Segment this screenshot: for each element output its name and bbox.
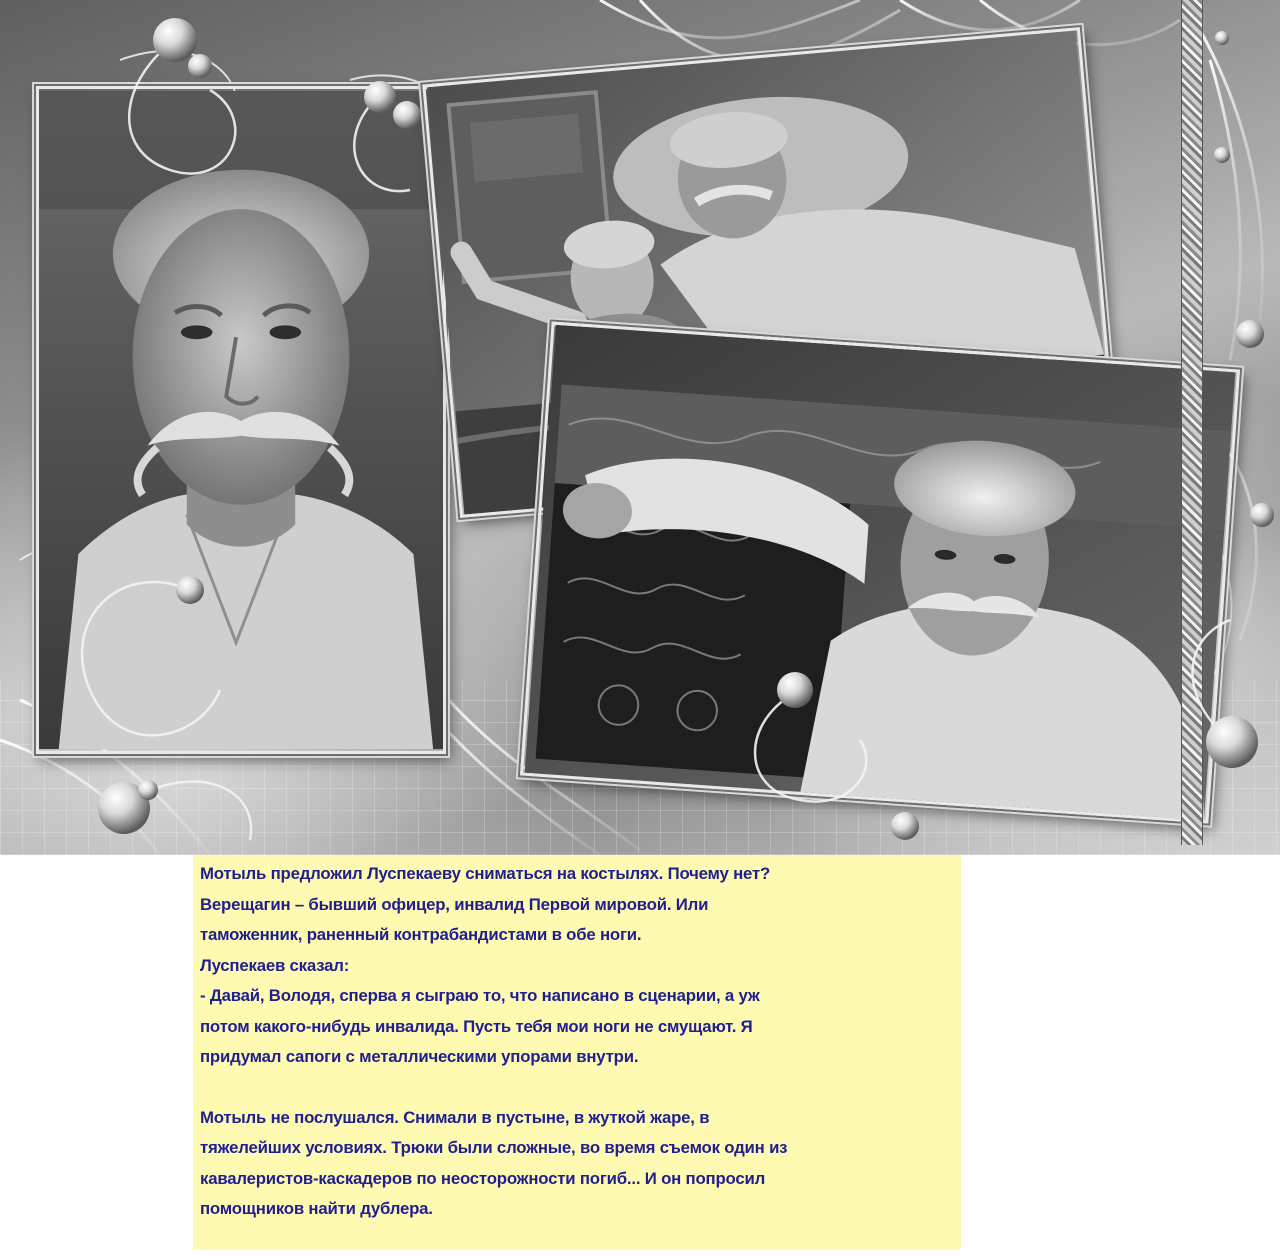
paragraph-gap <box>200 1073 953 1103</box>
paragraph-2-line: Мотыль не послушался. Снимали в пустыне, в жуткой жаре, в <box>200 1107 710 1127</box>
paragraph-1-line: таможенник, раненный контрабандистами в обе ноги. <box>200 925 642 944</box>
paragraph-1-line: потом какого-нибудь инвалида. Пусть тебя мои ноги не смущают. Я <box>200 1016 753 1036</box>
paragraph-1-line: - Давай, Володя, сперва я сыграю то, что написано в сценарии, а уж <box>200 986 760 1005</box>
paragraph-1 <box>200 859 953 1073</box>
paragraph-1-line: Верещагин – бывший офицер, инвалид Первой мировой. Или <box>200 894 709 914</box>
paragraph-2 <box>200 1103 953 1225</box>
quote-textbox <box>193 855 961 1250</box>
photo-bottom-right <box>520 321 1240 823</box>
portrait-left <box>36 86 446 754</box>
paragraph-2-line: тяжелейших условиях. Трюки были сложные, во время съемок один из <box>200 1138 788 1157</box>
paragraph-1-line: придумал сапоги с металлическими упорами внутри. <box>200 1047 639 1066</box>
braided-rope-border <box>1181 0 1203 845</box>
portrait-left-image <box>39 89 443 751</box>
paragraph-1-line: Луспекаев сказал: <box>200 955 350 975</box>
paragraph-1-line: Мотыль предложил Луспекаеву сниматься на костылях. Почему нет? <box>200 864 771 883</box>
photo-bottom-right-image <box>523 325 1237 821</box>
paragraph-2-line: кавалеристов-каскадеров по неосторожности погиб... И он попросил <box>200 1168 766 1188</box>
paragraph-2-line: помощников найти дублера. <box>200 1199 433 1218</box>
